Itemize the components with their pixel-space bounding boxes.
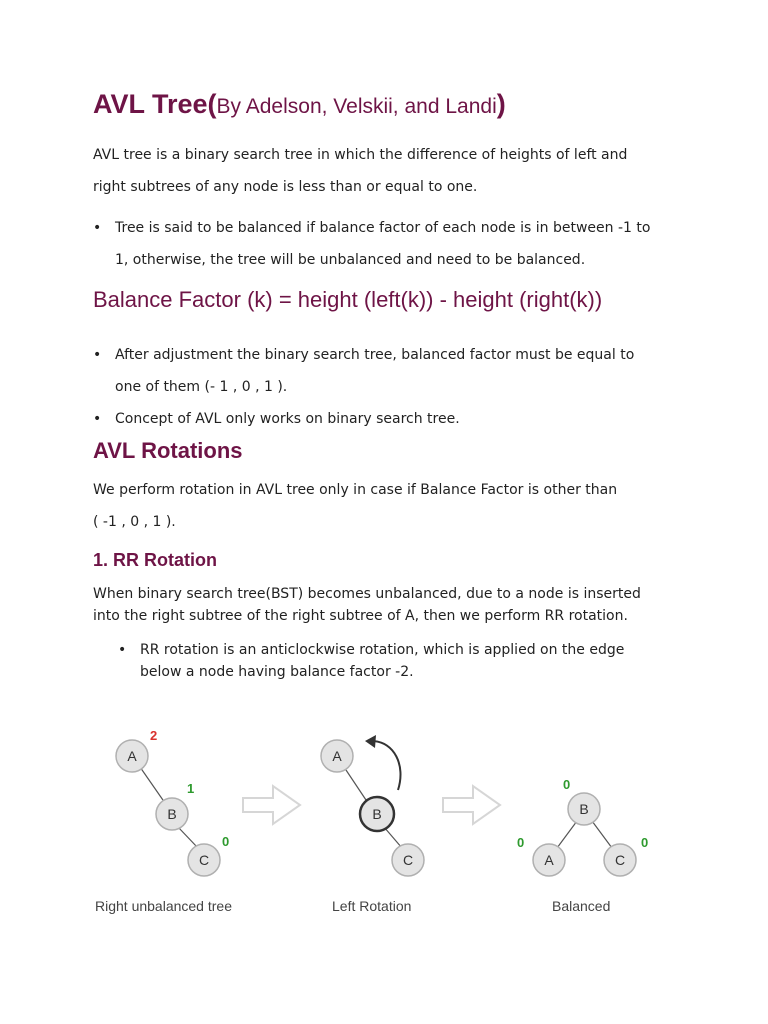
rr-line-1: When binary search tree(BST) becomes unbalanced, due to a node is inserted <box>93 586 641 602</box>
balanced-tree <box>517 777 648 914</box>
balance-factor-label: 0 <box>641 835 649 850</box>
tree-caption: Left Rotation <box>332 898 412 914</box>
balance-factor-label: 1 <box>187 781 195 796</box>
right-arrow-icon <box>243 786 300 824</box>
bullet-line-1: RR rotation is an anticlockwise rotation, which is applied on the edge <box>140 642 625 658</box>
tree-caption: Balanced <box>552 898 611 914</box>
tree-node-c <box>604 844 636 876</box>
bullet-icon: • <box>93 347 102 363</box>
balance-factor-label: 0 <box>222 834 230 849</box>
node-label: A <box>332 748 342 764</box>
rotations-line-2: ( -1 , 0 , 1 ). <box>93 514 176 530</box>
tree-node-b <box>360 797 394 831</box>
list-item <box>93 403 715 435</box>
node-label: B <box>372 806 382 822</box>
adjustment-bullet-list <box>93 339 715 435</box>
avl-rotations-heading: AVL Rotations <box>93 438 243 463</box>
tree-node-c <box>188 844 220 876</box>
right-arrow-icon <box>443 786 500 824</box>
node-label: B <box>579 801 589 817</box>
balance-factor-label: 0 <box>563 777 571 792</box>
bullet-line-2: 1, otherwise, the tree will be unbalanced and need to be balanced. <box>115 252 586 268</box>
rr-rotation-heading: 1. RR Rotation <box>93 550 217 570</box>
rotations-paragraph <box>93 474 693 538</box>
bullet-line-1: Concept of AVL only works on binary search tree. <box>115 411 460 427</box>
tree-node-b <box>156 798 188 830</box>
rr-line-2: into the right subtree of the right subtree of A, then we perform RR rotation. <box>93 608 628 624</box>
tree-node-a <box>116 740 148 772</box>
intro-paragraph <box>93 139 693 203</box>
node-label: C <box>614 852 626 868</box>
intro-line-1: AVL tree is a binary search tree in which the difference of heights of left and <box>93 147 628 163</box>
list-item <box>118 639 720 683</box>
title-main: AVL Tree( <box>93 89 217 119</box>
node-label: A <box>544 852 554 868</box>
node-label: C <box>402 852 414 868</box>
balance-factor-formula: Balance Factor (k) = height (left(k)) - height (right(k)) <box>93 287 603 312</box>
page-title <box>93 89 506 120</box>
bullet-line-1: Tree is said to be balanced if balance factor of each node is in between -1 to <box>115 220 651 236</box>
balance-bullet-list <box>93 212 715 276</box>
rr-paragraph <box>93 583 693 627</box>
balance-factor-label: 0 <box>517 835 525 850</box>
bullet-line-2: below a node having balance factor -2. <box>140 664 414 680</box>
bullet-line-1: After adjustment the binary search tree, balanced factor must be equal to <box>115 347 635 363</box>
node-label: A <box>127 748 137 764</box>
tree-node-c <box>392 844 424 876</box>
bullet-icon: • <box>93 220 102 236</box>
list-item <box>93 212 715 276</box>
bullet-icon: • <box>93 411 102 427</box>
rotations-line-1: We perform rotation in AVL tree only in case if Balance Factor is other than <box>93 482 618 498</box>
rr-bullet-list <box>118 639 720 683</box>
bullet-icon: • <box>118 642 127 658</box>
node-label: C <box>198 852 210 868</box>
node-label: B <box>167 806 177 822</box>
unbalanced-tree <box>95 728 232 914</box>
balance-factor-label: 2 <box>150 728 158 743</box>
title-subtitle: By Adelson, Velskii, and Landi <box>216 95 497 118</box>
tree-node-a <box>533 844 565 876</box>
rotation-arrowhead-icon <box>365 735 376 748</box>
list-item <box>93 339 715 403</box>
rotation-tree <box>321 735 424 914</box>
tree-node-b <box>568 793 600 825</box>
tree-node-a <box>321 740 353 772</box>
bullet-line-2: one of them (- 1 , 0 , 1 ). <box>115 379 288 395</box>
rr-rotation-diagram <box>80 710 680 930</box>
rotation-arc-icon <box>373 741 400 790</box>
intro-line-2: right subtrees of any node is less than or equal to one. <box>93 179 478 195</box>
title-close-paren: ) <box>496 89 506 119</box>
tree-caption: Right unbalanced tree <box>95 898 232 914</box>
